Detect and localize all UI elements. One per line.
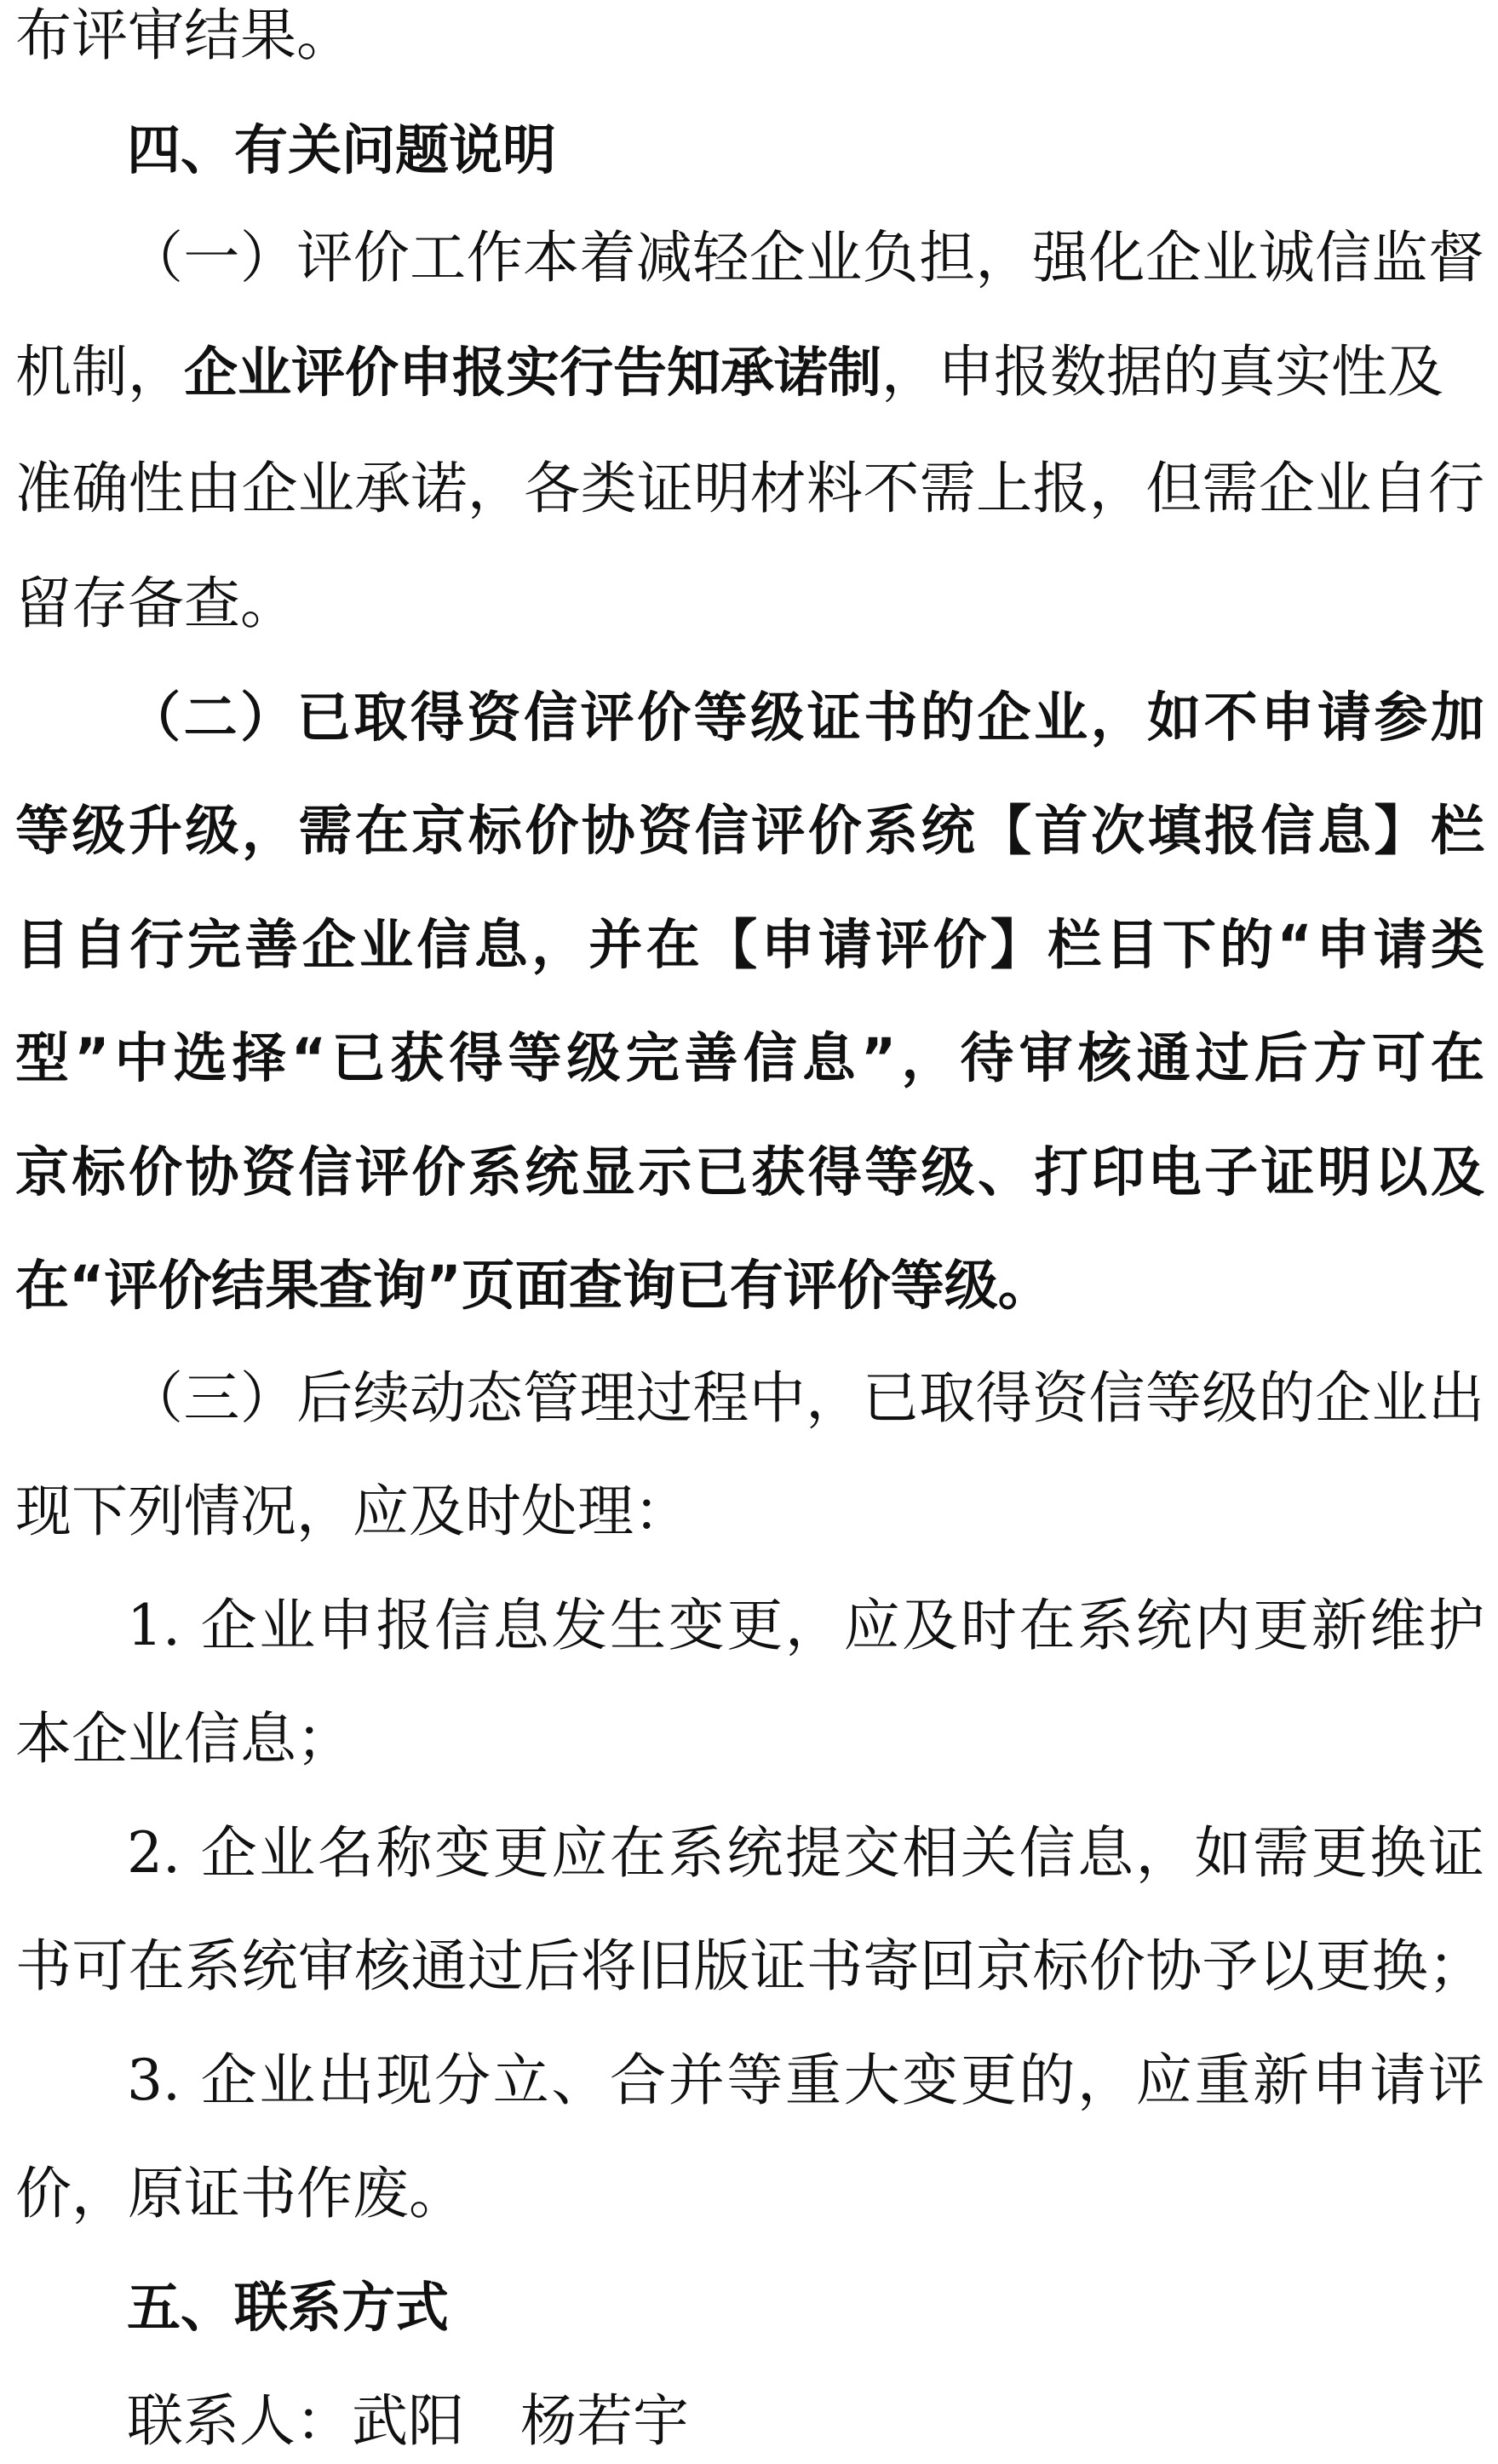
paragraph-line [15, 330, 1443, 415]
section-heading-five: 五、联系方式 [127, 2277, 449, 2339]
paragraph-line-bold: 在“评价结果查询”页面查询已有评价等级。 [15, 1255, 1052, 1317]
paragraph-line: （三）后续动态管理过程中，已取得资信等级的企业出 [127, 1365, 1484, 1431]
list-item-2: 2. 企业名称变更应在系统提交相关信息，如需更换证 [127, 1820, 1484, 1886]
paragraph-line: 准确性由企业承诺，各类证明材料不需上报，但需企业自行 [15, 456, 1484, 521]
paragraph-line: （一）评价工作本着减轻企业负担，强化企业诚信监督 [127, 225, 1484, 290]
paragraph-line: 现下列情况，应及时处理： [15, 1479, 690, 1544]
list-item-2-continuation: 书可在系统审核通过后将旧版证书寄回京标价协予以更换； [15, 1933, 1484, 1999]
list-item-3-continuation: 价，原证书作废。 [15, 2161, 465, 2226]
paragraph-line-bold: 京标价协资信评价系统显示已获得等级、打印电子证明以及 [15, 1141, 1484, 1203]
paragraph-line-bold: 等级升级，需在京标价协资信评价系统【首次填报信息】栏 [15, 800, 1484, 862]
paragraph-line-bold: 目自行完善企业信息，并在【申请评价】栏目下的“申请类 [15, 914, 1484, 976]
bold-text-run: 企业评价申报实行告知承诺制 [184, 342, 881, 404]
list-item-1: 1. 企业申报信息发生变更，应及时在系统内更新维护 [127, 1593, 1484, 1658]
paragraph-line-continuation: 布评审结果。 [15, 3, 353, 68]
text-run: 机制， [15, 339, 184, 405]
list-item-1-continuation: 本企业信息； [15, 1706, 353, 1772]
paragraph-line: 留存备查。 [15, 571, 296, 636]
document-page [15, 0, 1484, 2454]
paragraph-line-bold: （二）已取得资信评价等级证书的企业，如不申请参加 [127, 686, 1484, 749]
contact-line: 联系人：武阳 杨若宇 [127, 2388, 689, 2454]
section-heading-four: 四、有关问题说明 [127, 119, 556, 181]
paragraph-line-bold: 型”中选择“已获得等级完善信息”，待审核通过后方可在 [15, 1027, 1484, 1089]
list-item-3: 3. 企业出现分立、合并等重大变更的，应重新申请评 [127, 2048, 1484, 2113]
text-run: ，申报数据的真实性及 [881, 339, 1443, 405]
